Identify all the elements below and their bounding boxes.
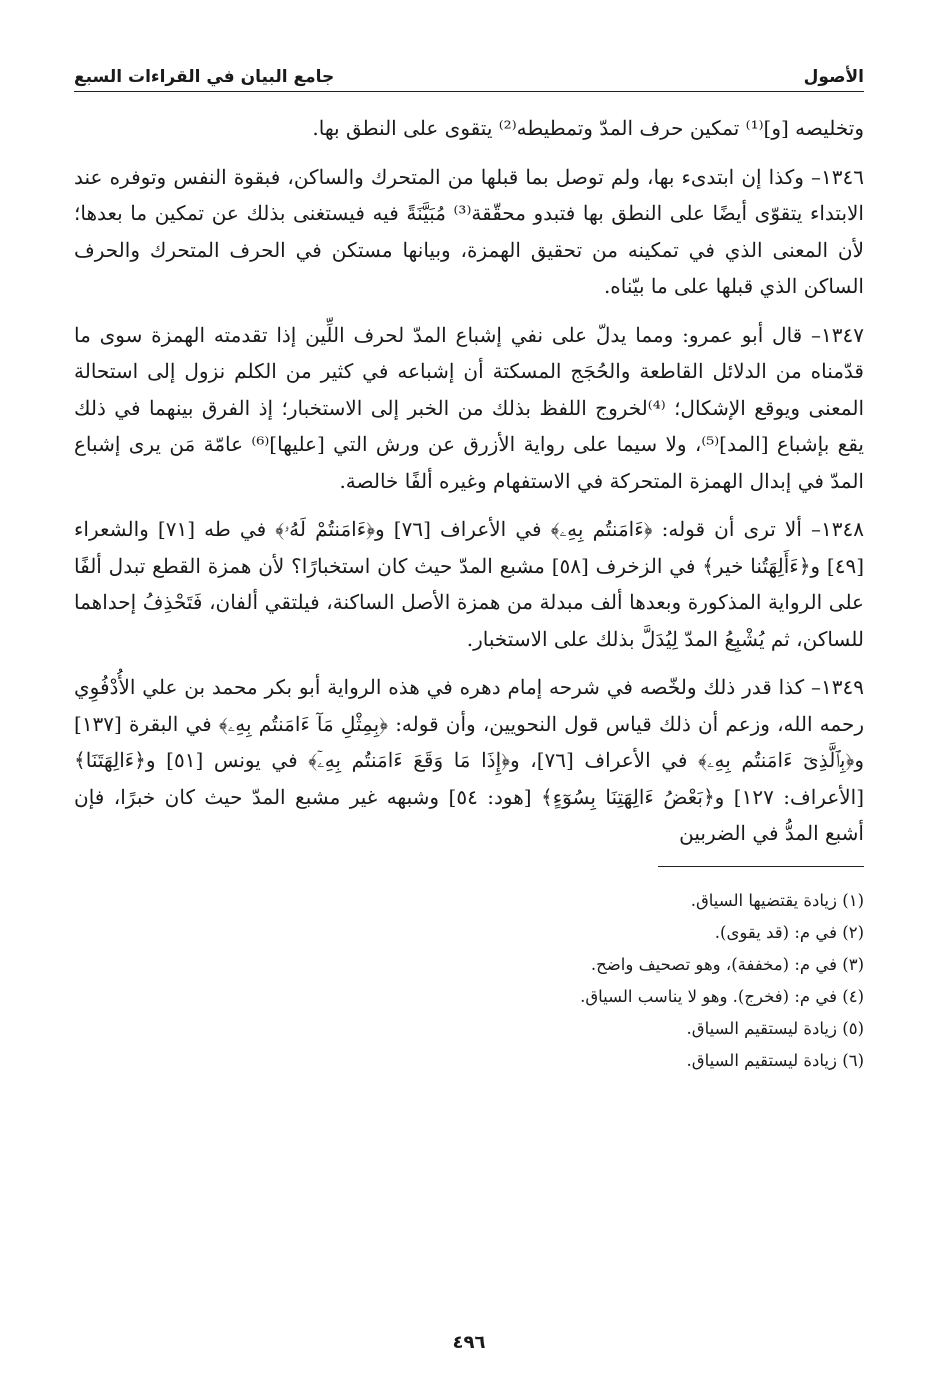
footnote-5: (٥) زيادة ليستقيم السياق. <box>686 1018 864 1038</box>
paragraph-1348: ١٣٤٨– ألا ترى أن قوله: ﴿ءَامَنتُم بِهِۦ﴾ في الأعراف [٧٦] و﴿ءَامَنتُمْ لَهُۥ﴾ في طه [٧١] والشعراء [٤٩] و﴿ءَأَلِهَتُنا خير﴾ في الزخرف [٥٨] مشبع المدّ حيث كان استخبارًا؟ لأن همزة القطع تبدل ألفًا على الرواية المذكورة وبعدها ألف مبدلة من همزة الأصل الساكنة، فيلتقي ألفان، فَتَحْذِفُ إحداهما للساكن، ثم يُشْبِعُ المدّ لِيُدَلَّ بذلك على الاستخبار. <box>74 517 864 651</box>
paragraph-continuation: وتخليصه [و]⁽¹⁾ تمكين حرف المدّ وتمطيطه⁽²⁾ يتقوى على النطق بها. <box>312 116 864 140</box>
section-title: الأصول <box>803 67 864 87</box>
footnote-2: (٢) في م: (قد يقوى). <box>714 922 864 942</box>
footnote-4: (٤) في م: (فخرج). وهو لا يناسب السياق. <box>580 986 864 1006</box>
page <box>74 52 864 1372</box>
main-text <box>74 110 864 852</box>
paragraph-1346: ١٣٤٦– وكذا إن ابتدىء بها، ولم توصل بما قبلها من المتحرك والساكن، فبقوة النفس وتوفره عند الابتداء يتقوّى أيضًا على النطق بها فتبدو محقّقة⁽³⁾ مُبَيَّنَةً فيه فيستغنى بذلك عن تمكين ما بعدها؛ لأن المعنى الذي في تمكينه من تحقيق الهمزة، وبيانها مستكن في الحرف المتحرك والحرف الساكن الذي قبلها على ما بيّناه. <box>74 164 864 298</box>
paragraph-1349: ١٣٤٩– كذا قدر ذلك ولخّصه في شرحه إمام دهره في هذه الرواية أبو بكر محمد بن علي الأُدْفُوِي رحمه الله، وزعم أن ذلك قياس قول النحويين، وأن قوله: ﴿بِمِثْلِ مَآ ءَامَنتُم بِهِۦ﴾ في البقرة [١٣٧] و﴿بِٱلَّذِىٓ ءَامَنتُم بِهِۦ﴾ في الأعراف [٧٦]، و﴿إِذَا مَا وَقَعَ ءَامَنتُم بِهِۦٓ﴾ في يونس [٥١] و﴿ءَالِهَتَنَا﴾ [الأعراف: ١٢٧] و﴿بَعْضُ ءَالِهَتِنَا بِسُوٓءٍ﴾ [هود: ٥٤] وشبهه غير مشبع المدّ حيث كان خبرًا، فإن أشبع المدُّ في الضربين <box>74 675 865 845</box>
book-title: جامع البيان في القراءات السبع <box>74 67 335 87</box>
footnote-6: (٦) زيادة ليستقيم السياق. <box>686 1050 864 1070</box>
page-number: ٤٩٦ <box>452 1332 486 1353</box>
footnote-3: (٣) في م: (مخففة)، وهو تصحيف واضح. <box>590 954 864 974</box>
footnotes <box>74 885 864 1077</box>
running-header <box>74 52 864 92</box>
footnote-divider <box>658 866 864 867</box>
footnote-1: (١) زيادة يقتضيها السياق. <box>690 890 864 910</box>
paragraph-1347: ١٣٤٧– قال أبو عمرو: ومما يدلّ على نفي إشباع المدّ لحرف اللِّين إذا تقدمته الهمزة سوى ما قدّمناه من الدلائل القاطعة والحُجَج المسكتة أن إشباعه في كثير من الكلم نزول إلى استحالة المعنى ويوقع الإشكال؛ ⁽⁴⁾لخروج اللفظ بذلك من الخبر إلى الاستخبار؛ إذ الفرق بينهما في ذلك يقع بإشباع [المد]⁽⁵⁾، ولا سيما على رواية الأزرق عن ورش التي [عليها]⁽⁶⁾ عامّة مَن يرى إشباع المدّ في إبدال الهمزة المتحركة في الاستفهام وغيره ألفًا خالصة. <box>74 322 865 493</box>
